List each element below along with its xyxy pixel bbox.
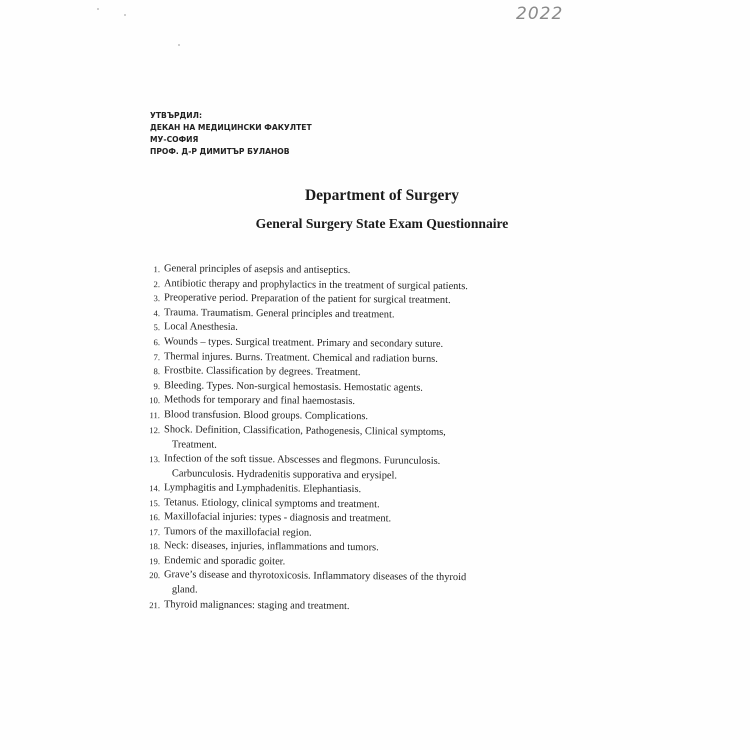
question-text: Methods for temporary and final haemostasis. [163, 394, 356, 408]
question-text: Lymphagitis and Lymphadenitis. Elephantiasis. [163, 482, 362, 496]
question-item [140, 452, 540, 485]
scan-speck [97, 8, 99, 10]
question-number: 15. [149, 497, 161, 508]
question-text: Endemic and sporadic goiter. [163, 555, 286, 568]
question-number: 1. [153, 264, 161, 275]
question-text-wrap [164, 569, 540, 602]
approval-line: ПРОФ. Д-Р ДИМИТЪР БУЛАНОВ [150, 147, 290, 156]
question-text-wrap [164, 598, 540, 616]
scan-speck [178, 44, 180, 46]
question-item [140, 598, 540, 616]
question-text: Grave’s disease and thyrotoxicosis. Inflammatory diseases of the thyroid [164, 569, 467, 584]
question-text: Wounds – types. Surgical treatment. Primary and secondary suture. [163, 336, 444, 350]
question-text: Blood transfusion. Blood groups. Complications. [163, 409, 369, 423]
question-number: 10. [149, 395, 161, 406]
question-number: 7. [153, 351, 161, 362]
question-number: 6. [153, 337, 161, 348]
document-subtitle: General Surgery State Exam Questionnaire [255, 216, 509, 231]
question-number: 16. [149, 512, 161, 523]
question-text-wrap [164, 452, 540, 485]
question-text: Shock. Definition, Classification, Pathogenesis, Clinical symptoms, [164, 423, 446, 438]
question-text: Bleeding. Types. Non-surgical hemostasis. Hemostatic agents. [163, 379, 423, 394]
handwritten-year: 2022 [516, 4, 564, 24]
question-list [140, 262, 540, 612]
question-text: Tetanus. Etiology, clinical symptoms and treatment. [163, 496, 380, 510]
question-number: 18. [149, 541, 161, 552]
question-number: 14. [149, 482, 161, 494]
question-number: 19. [149, 555, 161, 567]
question-number: 3. [153, 293, 161, 304]
question-text: Thermal injures. Burns. Treatment. Chemical and radiation burns. [163, 350, 438, 365]
question-number: 9. [153, 380, 161, 391]
question-text: Local Anesthesia. [163, 321, 238, 334]
question-text: Preoperative period. Preparation of the patient for surgical treatment. [163, 292, 451, 307]
question-item [140, 568, 540, 601]
question-number: 13. [149, 453, 161, 464]
question-number: 20. [149, 570, 161, 581]
approval-line: УТВЪРДИЛ: [150, 111, 202, 120]
question-number: 21. [149, 599, 161, 610]
question-number: 12. [149, 424, 161, 435]
question-text-wrap [164, 423, 540, 456]
document-title: Department of Surgery [304, 187, 460, 204]
question-number: 11. [149, 410, 161, 421]
question-number: 8. [153, 366, 161, 377]
question-item [140, 423, 540, 456]
question-text-continuation: gland. [171, 584, 198, 596]
question-text: Tumors of the maxillofacial region. [163, 525, 312, 539]
question-text: Antibiotic therapy and prophylactics in the treatment of surgical patients. [163, 277, 468, 292]
approval-line: МУ-СОФИЯ [150, 135, 199, 144]
question-text-continuation: Treatment. [171, 438, 217, 450]
question-text: Trauma. Traumatism. General principles and treatment. [163, 307, 395, 321]
question-text: Frostbite. Classification by degrees. Treatment. [163, 365, 361, 379]
question-number: 4. [153, 307, 161, 318]
question-text: Infection of the soft tissue. Abscesses and flegmons. Furunculosis. [164, 452, 441, 467]
question-number: 17. [149, 526, 161, 537]
approval-line: ДЕКАН НА МЕДИЦИНСКИ ФАКУЛТЕТ [150, 123, 312, 132]
question-text-continuation: Carbunculosis. Hydradenitis supporativa and erysipel. [171, 467, 398, 481]
question-text: General principles of asepsis and antiseptics. [163, 263, 351, 277]
approval-block [150, 110, 312, 158]
question-number: 2. [153, 278, 161, 289]
question-text: Thyroid malignances: staging and treatment. [163, 598, 350, 612]
question-text: Maxillofacial injuries: types - diagnosis and treatment. [163, 511, 392, 525]
question-text: Neck: diseases, injuries, inflammations and tumors. [163, 540, 379, 554]
scan-speck [124, 14, 126, 16]
question-number: 5. [153, 322, 161, 333]
